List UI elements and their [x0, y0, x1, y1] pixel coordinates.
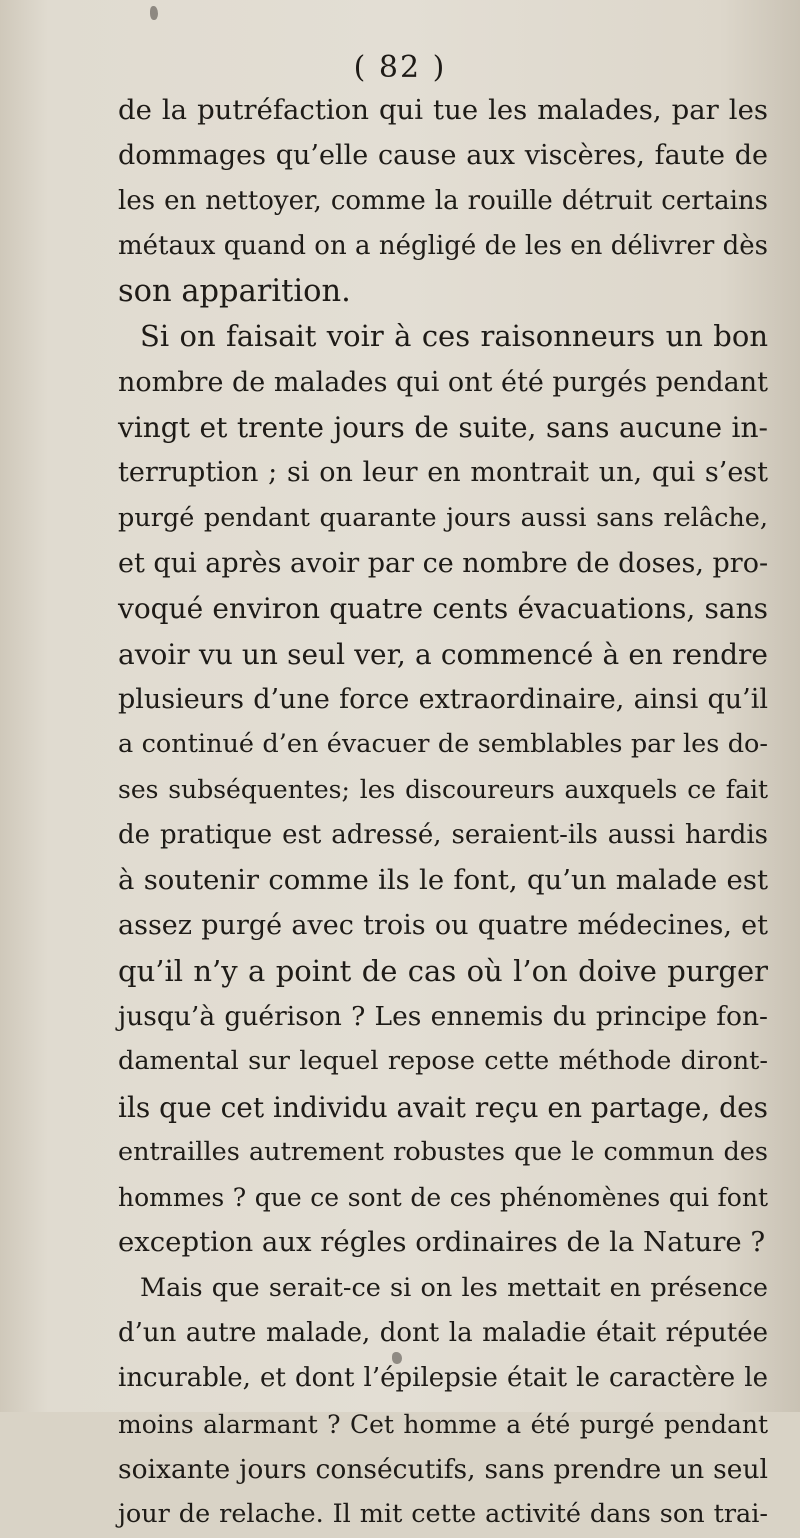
- paragraph-1: [118, 88, 768, 314]
- text-line: Si on faisait voir à ces raisonneurs un bon: [140, 319, 768, 354]
- text-line: plusieurs d’une force extraordinaire, ainsi qu’il: [118, 683, 768, 715]
- text-line: purgé pendant quarante jours aussi sans relâche,: [118, 502, 768, 533]
- text-line: de pratique est adressé, seraient-ils aussi hardis: [118, 819, 768, 850]
- paragraph-2: [118, 314, 768, 1265]
- text-line: vingt et trente jours de suite, sans aucune in-: [118, 411, 768, 445]
- ink-smudge: [150, 6, 158, 20]
- text-line: son apparition.: [118, 274, 351, 310]
- text-line: ses subséquentes; les discoureurs auxquels ce fait: [118, 775, 768, 805]
- text-line: dommages qu’elle cause aux viscères, faute de: [118, 140, 768, 172]
- text-line: moins alarmant ? Cet homme a été purgé pendant: [118, 1409, 768, 1439]
- text-line: entrailles autrement robustes que le commun des: [118, 1136, 768, 1167]
- text-line: avoir vu un seul ver, a commencé à en rendre: [118, 637, 768, 671]
- text-line: jusqu’à guérison ? Les ennemis du principe fon-: [118, 1000, 768, 1032]
- body-text: [118, 88, 768, 1538]
- text-line: nombre de malades qui ont été purgés pendant: [118, 366, 768, 398]
- text-line: soixante jours consécutifs, sans prendre un seul: [118, 1453, 768, 1485]
- text-line: jour de relache. Il mit cette activité dans son trai-: [118, 1499, 768, 1530]
- text-line: assez purgé avec trois ou quatre médecines, et: [118, 910, 768, 942]
- text-line: métaux quand on a négligé de les en délivrer dès: [118, 230, 768, 261]
- text-line: a continué d’en évacuer de semblables par les do-: [118, 729, 768, 760]
- text-line: voqué environ quatre cents évacuations, sans: [118, 592, 768, 626]
- text-line: Mais que serait-ce si on les mettait en présence: [140, 1272, 768, 1303]
- paragraph-3: [118, 1266, 768, 1538]
- text-line: d’un autre malade, dont la maladie était réputée: [118, 1318, 768, 1349]
- text-line: ils que cet individu avait reçu en partage, des: [118, 1090, 769, 1124]
- text-line: hommes ? que ce sont de ces phénomènes qui font: [118, 1183, 768, 1213]
- text-line: à soutenir comme ils le font, qu’un malade est: [118, 864, 768, 897]
- text-line: les en nettoyer, comme la rouille détruit certains: [118, 185, 768, 216]
- text-line: de la putréfaction qui tue les malades, par les: [118, 94, 768, 126]
- text-line: damental sur lequel repose cette méthode diront-: [118, 1046, 768, 1077]
- text-line: terruption ; si on leur en montrait un, qui s’est: [118, 457, 768, 489]
- text-line: incurable, et dont l’épilepsie était le caractère le: [118, 1363, 768, 1394]
- text-line: qu’il n’y a point de cas où l’on doive purger: [118, 953, 768, 988]
- text-line: exception aux régles ordinaires de la Nature ?: [118, 1226, 766, 1259]
- page-number: ( 82 ): [353, 50, 447, 85]
- text-line: et qui après avoir par ce nombre de doses, pro-: [118, 547, 769, 579]
